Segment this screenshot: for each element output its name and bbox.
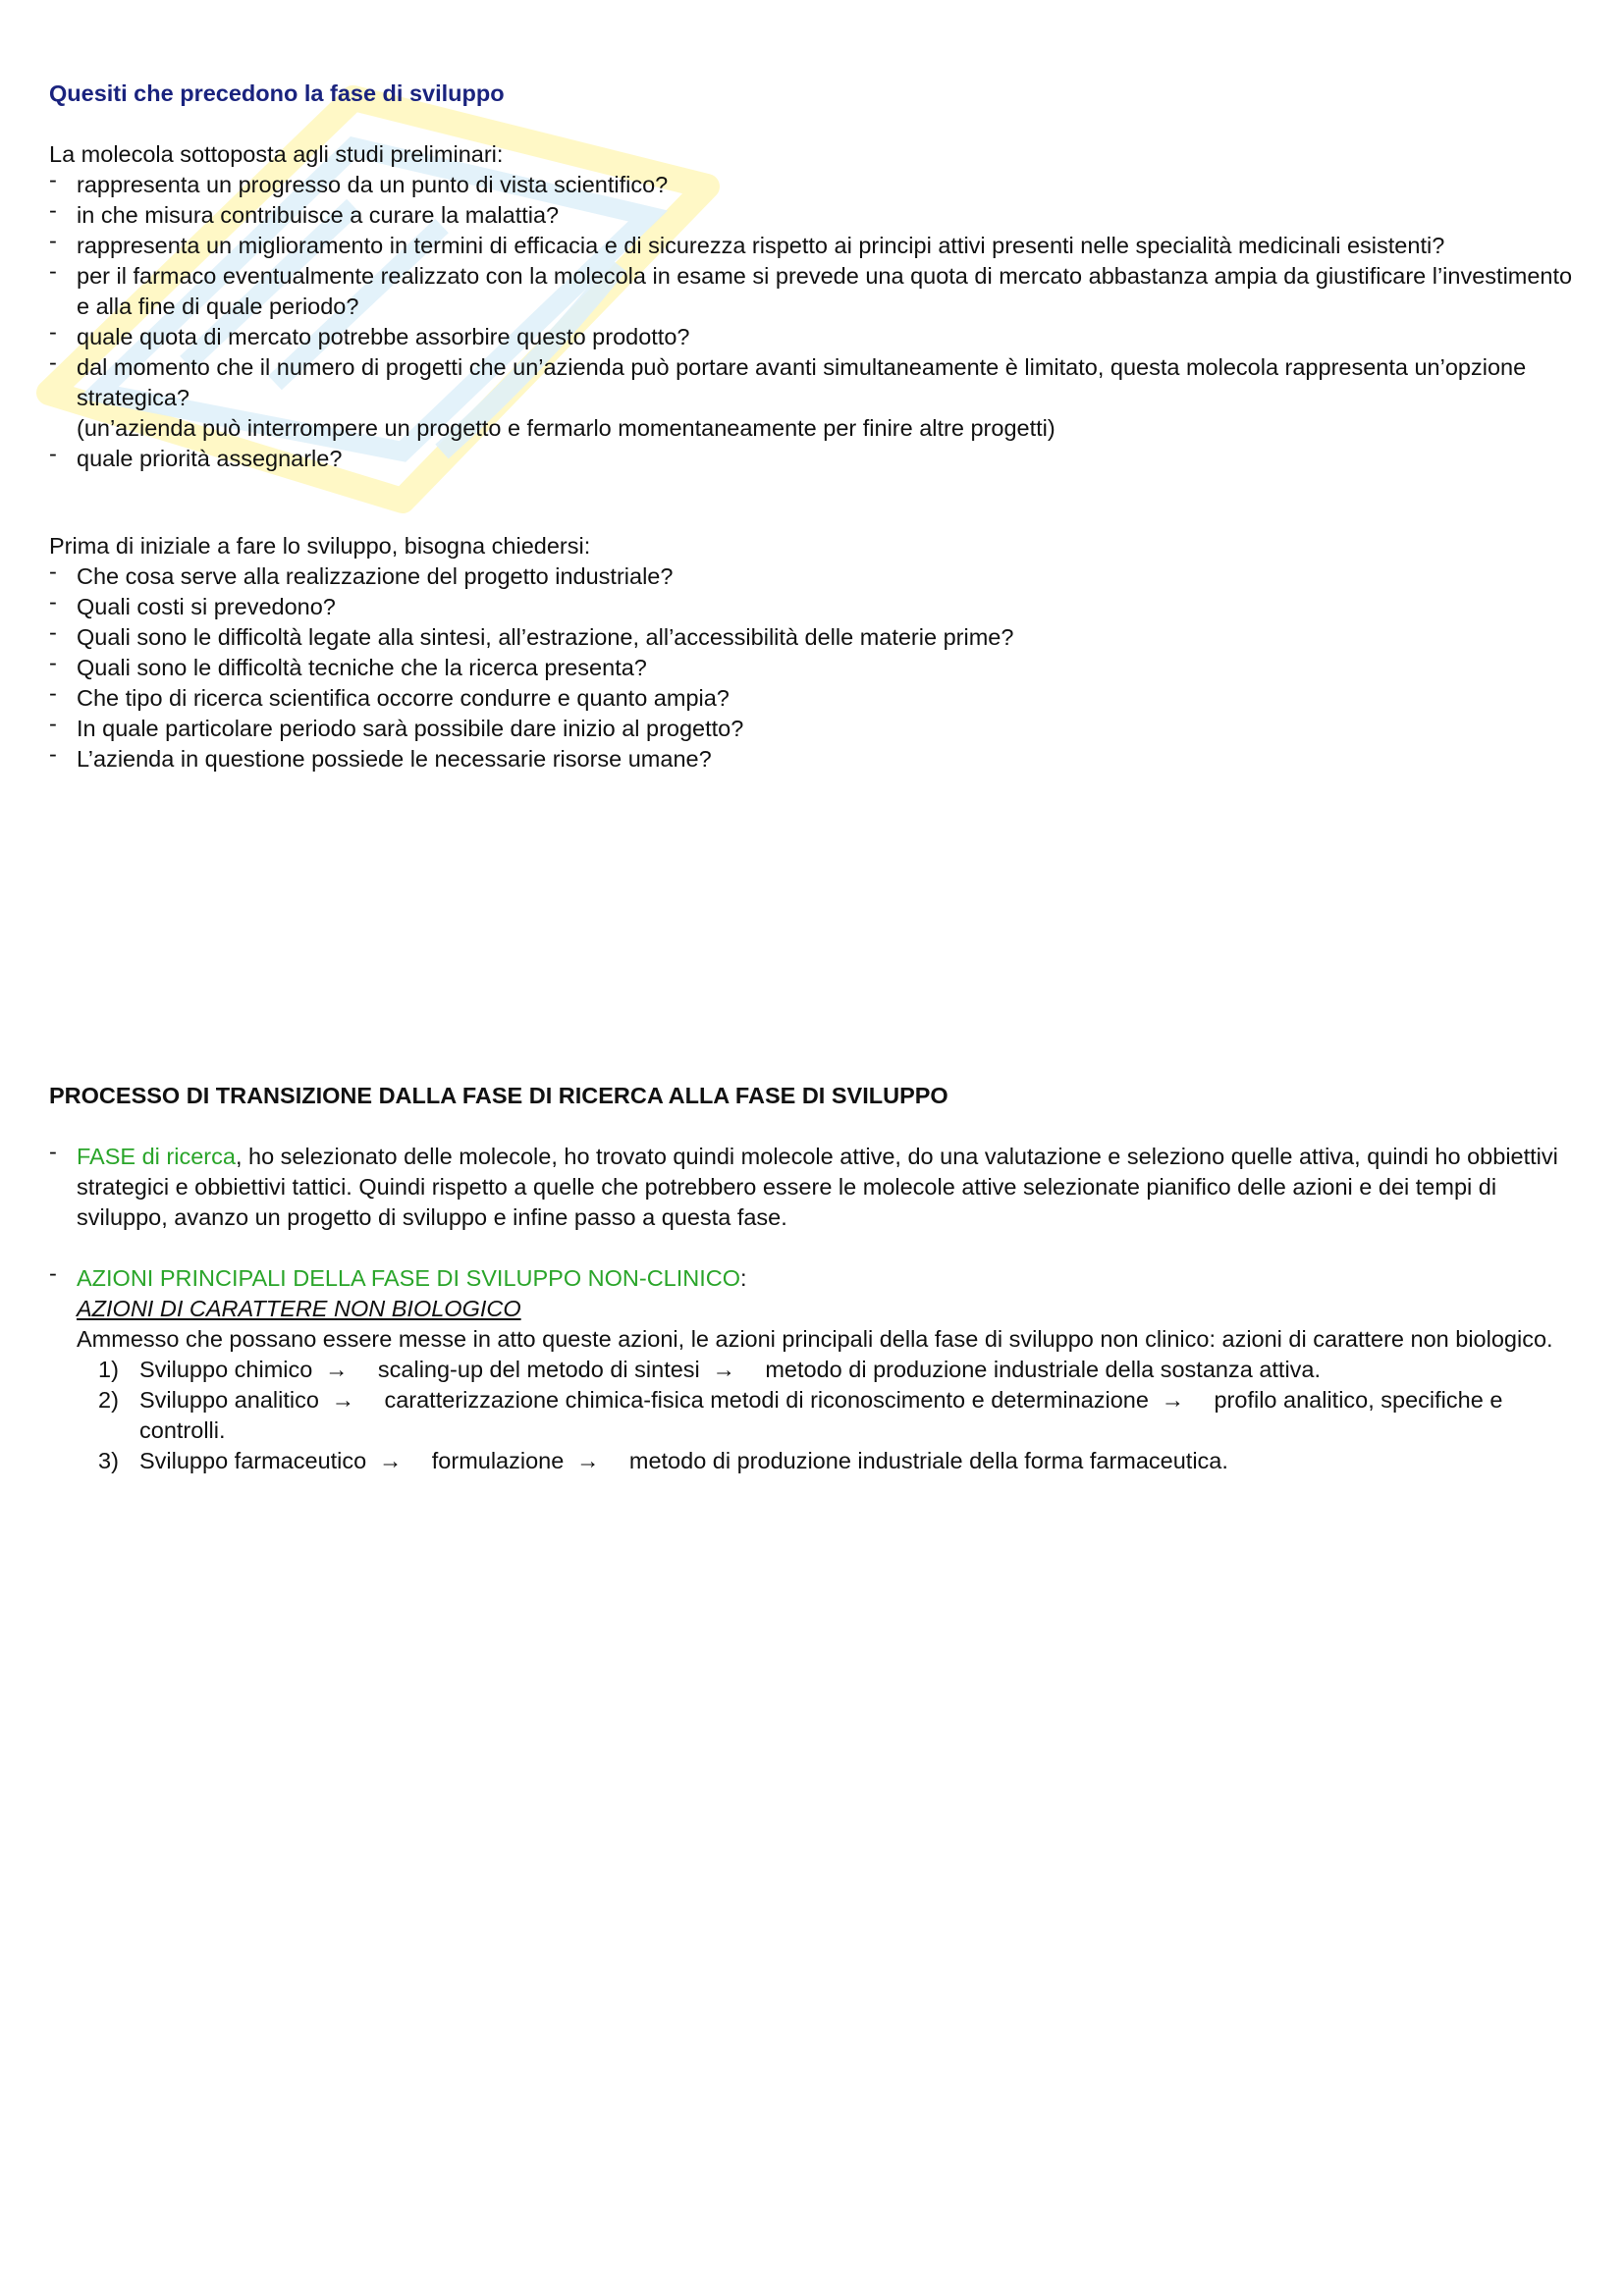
arrow-icon: → <box>575 1448 600 1473</box>
list-item: - quale quota di mercato potrebbe assorbire questo prodotto? <box>49 322 1581 352</box>
section-prima-di-iniziare <box>49 531 1581 774</box>
subheading-non-biologico: AZIONI DI CARATTERE NON BIOLOGICO <box>77 1296 521 1321</box>
list-item: - per il farmaco eventualmente realizzato con la molecola in esame si prevede una quota di mercato abbastanza ampia da giustificare l’investimento e alla fine di quale periodo? <box>49 261 1581 322</box>
section-title-quesiti: Quesiti che precedono la fase di sviluppo <box>49 80 505 106</box>
step-item <box>77 1355 1581 1385</box>
question-list <box>49 561 1581 774</box>
step-process: scaling-up del metodo di sintesi <box>377 1357 700 1382</box>
highlight-fase-ricerca: FASE di ricerca <box>77 1144 236 1169</box>
step-result: profilo analitico, specifiche e controlli. <box>139 1387 1503 1443</box>
step-item <box>77 1446 1581 1476</box>
highlight-azioni-principali: AZIONI PRINCIPALI DELLA FASE DI SVILUPPO NON-CLINICO <box>77 1265 741 1291</box>
question-list <box>49 170 1581 413</box>
step-process: formulazione <box>431 1448 565 1473</box>
arrow-icon: → <box>1161 1387 1184 1413</box>
arrow-icon: → <box>324 1357 349 1382</box>
list-item: - Che cosa serve alla realizzazione del progetto industriale? <box>49 561 1581 592</box>
process-list-2 <box>49 1263 1581 1355</box>
arrow-icon: → <box>712 1357 735 1382</box>
list-item: - rappresenta un miglioramento in termini di efficacia e di sicurezza rispetto ai principi attivi presenti nelle specialità medicinali esistenti? <box>49 231 1581 261</box>
list-item: - In quale particolare periodo sarà possibile dare inizio al progetto? <box>49 714 1581 744</box>
list-item: - Che tipo di ricerca scientifica occorre condurre e quanto ampia? <box>49 683 1581 714</box>
list-item-text: , ho selezionato delle molecole, ho trovato quindi molecole attive, do una valutazione e seleziono quelle attiva, quindi ho obbiettivi strategici e obbiettivi tattici. Quindi rispetto a quelle che potrebbero essere le molecole attive selezionate pianifico delle azioni e dei tempi di sviluppo, avanzo un progetto di sviluppo e infine passo a questa fase. <box>77 1144 1558 1230</box>
arrow-icon: → <box>378 1448 403 1473</box>
step-result: metodo di produzione industriale della forma farmaceutica. <box>628 1448 1228 1473</box>
step-label: Sviluppo chimico <box>139 1357 313 1382</box>
list-item: - rappresenta un progresso da un punto di vista scientifico? <box>49 170 1581 200</box>
parenthetical-note: (un’azienda può interrompere un progetto e fermarlo momentaneamente per finire altre progetti) <box>77 415 1056 441</box>
list-item <box>49 1263 1581 1355</box>
paragraph-ammesso: Ammesso che possano essere messe in atto queste azioni, le azioni principali della fase di sviluppo non clinico: azioni di carattere non biologico. <box>77 1326 1553 1352</box>
list-item <box>49 352 1581 413</box>
process-list <box>49 1142 1581 1233</box>
section-intro: La molecola sottoposta agli studi preliminari: <box>49 141 504 167</box>
question-list-end <box>49 444 1581 474</box>
section-processo-transizione <box>49 1081 1581 1476</box>
step-number: 1) <box>98 1357 119 1382</box>
list-item: - Quali sono le difficoltà legate alla sintesi, all’estrazione, all’accessibilità delle materie prime? <box>49 622 1581 653</box>
list-item: - Quali costi si prevedono? <box>49 592 1581 622</box>
section-intro: Prima di iniziale a fare lo sviluppo, bisogna chiedersi: <box>49 533 591 559</box>
list-item <box>49 1142 1581 1233</box>
section-quesiti <box>49 79 1581 474</box>
list-item: - Quali sono le difficoltà tecniche che la ricerca presenta? <box>49 653 1581 683</box>
steps-list <box>49 1355 1581 1476</box>
step-result: metodo di produzione industriale della sostanza attiva. <box>765 1357 1322 1382</box>
list-item: - quale priorità assegnarle? <box>49 444 1581 474</box>
list-item: - in che misura contribuisce a curare la malattia? <box>49 200 1581 231</box>
list-item-text: dal momento che il numero di progetti che un’azienda può portare avanti simultaneamente è limitato, questa molecola rappresenta un’opzione strategica? <box>77 354 1527 410</box>
step-label: Sviluppo farmaceutico <box>139 1448 367 1473</box>
step-label: Sviluppo analitico <box>139 1387 319 1413</box>
step-number: 2) <box>98 1387 119 1413</box>
colon: : <box>740 1265 747 1291</box>
step-process: caratterizzazione chimica-fisica metodi di riconoscimento e determinazione <box>384 1387 1149 1413</box>
section-title-processo: PROCESSO DI TRANSIZIONE DALLA FASE DI RICERCA ALLA FASE DI SVILUPPO <box>49 1083 948 1108</box>
list-item: - L’azienda in questione possiede le necessarie risorse umane? <box>49 744 1581 774</box>
step-number: 3) <box>98 1448 119 1473</box>
arrow-icon: → <box>331 1387 354 1413</box>
step-item <box>77 1385 1581 1446</box>
